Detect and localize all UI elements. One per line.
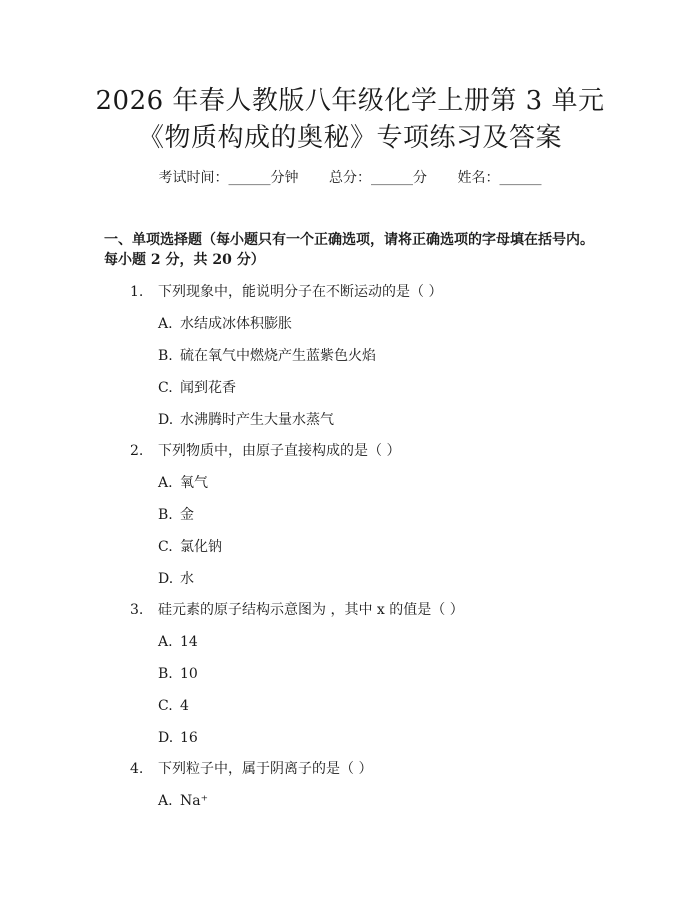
question-1 bbox=[130, 282, 442, 302]
option-text: 氧气 bbox=[180, 475, 208, 491]
q3-option-b bbox=[158, 664, 198, 684]
document-title-line2: 《物质构成的奥秘》专项练习及答案 bbox=[137, 123, 562, 153]
option-letter: A. bbox=[158, 316, 173, 332]
q2-option-c bbox=[158, 537, 222, 557]
option-text: 硫在氧气中燃烧产生蓝紫色火焰 bbox=[180, 348, 376, 364]
q2-option-b bbox=[158, 505, 194, 525]
name-blank: ______ bbox=[499, 170, 542, 186]
q1-option-c bbox=[158, 378, 236, 398]
q3-option-d bbox=[158, 728, 198, 748]
option-letter: A. bbox=[158, 634, 173, 650]
q4-option-a bbox=[158, 791, 208, 811]
option-text: 氯化钠 bbox=[180, 539, 222, 555]
option-text: 金 bbox=[180, 507, 194, 523]
time-blank: ______ bbox=[228, 170, 271, 186]
option-text: 水结成冰体积膨胀 bbox=[180, 316, 292, 332]
question-text: 下列物质中，由原子直接构成的是（ ） bbox=[158, 443, 401, 459]
score-unit: 分 bbox=[413, 170, 427, 186]
question-text: 下列现象中，能说明分子在不断运动的是（ ） bbox=[158, 284, 443, 300]
option-text: Na⁺ bbox=[180, 793, 208, 809]
option-letter: C. bbox=[158, 698, 173, 714]
option-letter: C. bbox=[158, 380, 173, 396]
option-letter: C. bbox=[158, 539, 173, 555]
question-text: 下列粒子中，属于阴离子的是（ ） bbox=[158, 761, 373, 777]
question-number: 1. bbox=[130, 284, 144, 300]
option-text: 10 bbox=[180, 666, 198, 682]
option-text: 闻到花香 bbox=[180, 380, 236, 396]
option-letter: B. bbox=[158, 666, 173, 682]
time-label: 考试时间： bbox=[158, 170, 229, 186]
option-text: 16 bbox=[180, 730, 198, 746]
q3-option-c bbox=[158, 696, 189, 716]
question-number: 3. bbox=[130, 602, 144, 618]
q2-option-a bbox=[158, 473, 208, 493]
score-label: 总分： bbox=[329, 170, 371, 186]
option-letter: A. bbox=[158, 475, 173, 491]
document-title-line1: 2026 年春人教版八年级化学上册第 3 单元 bbox=[95, 86, 605, 116]
option-letter: D. bbox=[158, 730, 174, 746]
question-text: 硅元素的原子结构示意图为 ，其中 x 的值是（ ） bbox=[158, 602, 464, 618]
q1-option-b bbox=[158, 346, 376, 366]
section-heading-line1: 一、单项选择题（每小题只有一个正确选项，请将正确选项的字母填在括号内。 bbox=[104, 232, 594, 248]
option-text: 水 bbox=[180, 571, 194, 587]
option-letter: B. bbox=[158, 507, 173, 523]
option-text: 水沸腾时产生大量水蒸气 bbox=[180, 412, 334, 428]
option-letter: A. bbox=[158, 793, 173, 809]
question-4 bbox=[130, 759, 372, 779]
q2-option-d bbox=[158, 569, 194, 589]
exam-info-line bbox=[0, 168, 700, 188]
q1-option-a bbox=[158, 314, 292, 334]
name-label: 姓名： bbox=[457, 170, 500, 186]
time-unit: 分钟 bbox=[270, 170, 299, 186]
score-blank: ______ bbox=[371, 170, 413, 186]
option-letter: D. bbox=[158, 412, 174, 428]
question-2 bbox=[130, 441, 400, 461]
question-number: 2. bbox=[130, 443, 144, 459]
question-number: 4. bbox=[130, 761, 144, 777]
option-text: 14 bbox=[180, 634, 198, 650]
option-letter: B. bbox=[158, 348, 173, 364]
option-letter: D. bbox=[158, 571, 174, 587]
q3-option-a bbox=[158, 632, 198, 652]
section-heading-line2: 每小题 2 分，共 20 分） bbox=[104, 252, 265, 268]
option-text: 4 bbox=[180, 698, 189, 714]
q1-option-d bbox=[158, 410, 334, 430]
question-3 bbox=[130, 600, 464, 620]
